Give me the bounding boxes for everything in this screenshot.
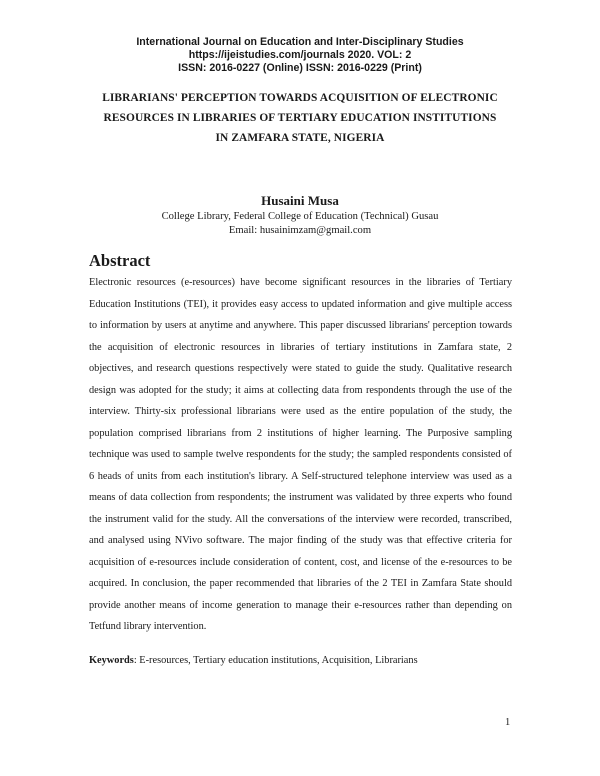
keywords-line [89, 655, 529, 666]
journal-url-volume: https://ijeistudies.com/journals 2020. VOL: 2 [188, 49, 412, 61]
author-name: Husaini Musa [261, 193, 339, 208]
author-email: Email: husainimzam@gmail.com [228, 225, 372, 236]
journal-issn: ISSN: 2016-0227 (Online) ISSN: 2016-0229 (Print) [178, 62, 422, 74]
journal-name: International Journal on Education and Inter-Disciplinary Studies [136, 36, 464, 48]
paper-title-line-2: RESOURCES IN LIBRARIES OF TERTIARY EDUCATION INSTITUTIONS [103, 112, 497, 124]
keywords-label: Keywords [89, 655, 134, 666]
paper-title-line-3: IN ZAMFARA STATE, NIGERIA [215, 132, 385, 144]
author-affiliation: College Library, Federal College of Education (Technical) Gusau [161, 211, 439, 222]
abstract-body: Electronic resources (e-resources) have become significant resources in the libraries of Tertiary Education Institutions (TEI), it provides easy access to updated information and give multiple access to information by users at anytime and anywhere. This paper discussed librarians' perception towards the acquisition of electronic resources in libraries of tertiary institutions in Zamfara state, 2 objectives, and research questions respectively were stated to guide the study. Qualitative research design was adopted for the study; it aims at collecting data from respondents through the use of the interview. Thirty-six professional librarians were used as the entire population of the study, the population comprised librarians from 2 institutions of higher learning. The Purposive sampling technique was used to sample twelve respondents for the study; the sampled respondents consisted of 6 heads of units from each institution's library. A Self-structured telephone interview was used as a means of data collection from respondents; the instrument was validated by three experts who found the instrument valid for the study. All the conversations of the interview were recorded, transcribed, and analysed using NVivo software. The major finding of the study was that effective criteria for acquisition of e-resources include consideration of content, cost, and license of the e-resources to be acquired. In conclusion, the paper recommended that libraries of the 2 TEI in Zamfara State should provide another means of income generation to manage their e-resources rather than depending on Tetfund library intervention. [89, 277, 512, 632]
abstract-heading: Abstract [89, 251, 151, 270]
keywords-list: : E-resources, Tertiary education institutions, Acquisition, Librarians [133, 655, 418, 666]
paper-title-line-1: LIBRARIANS' PERCEPTION TOWARDS ACQUISITION OF ELECTRONIC [102, 92, 498, 104]
page-number: 1 [505, 717, 511, 728]
